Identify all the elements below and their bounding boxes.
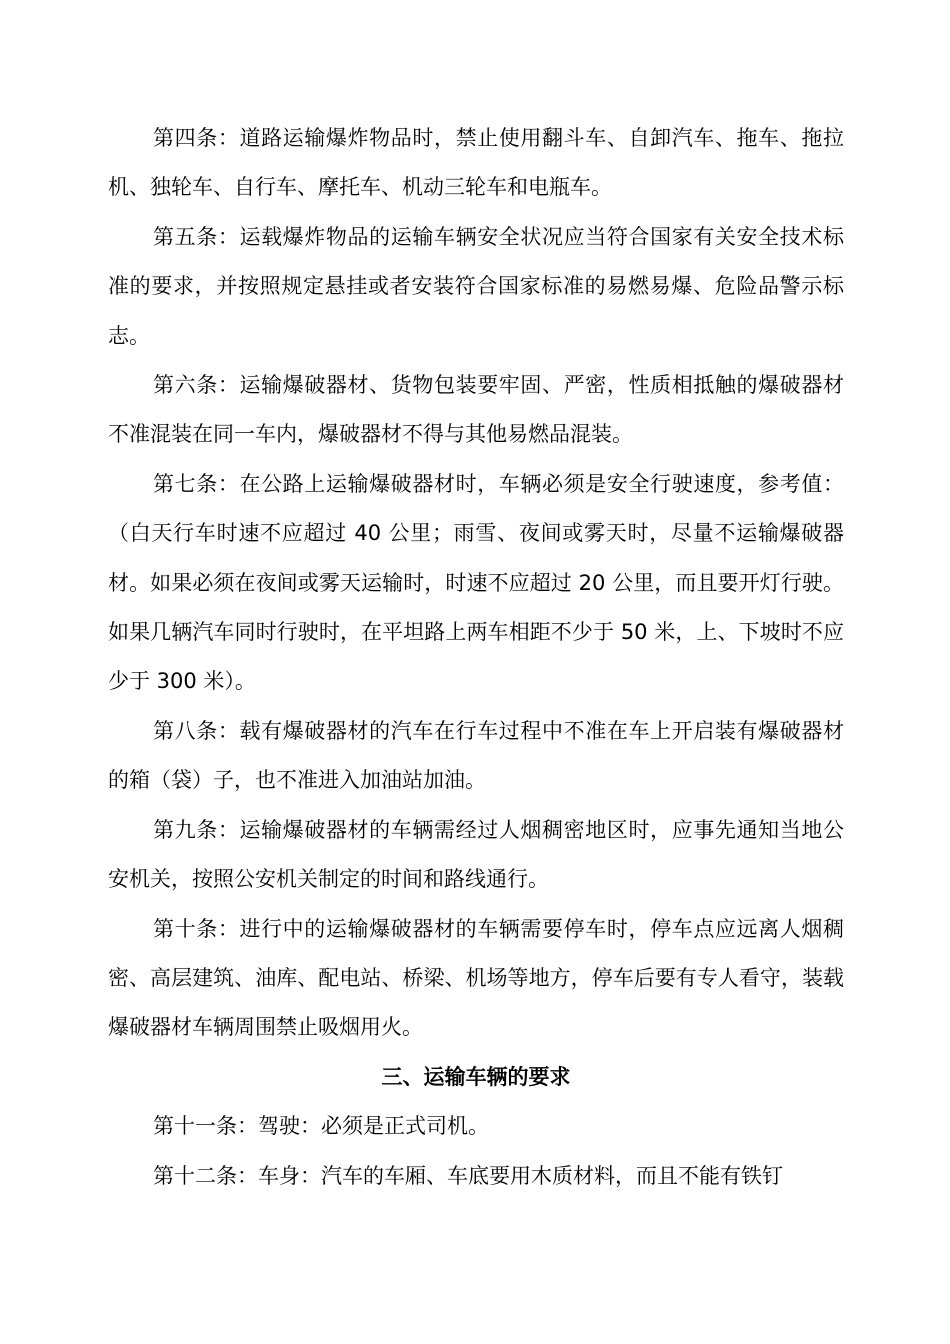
article-5: 第五条：运载爆炸物品的运输车辆安全状况应当符合国家有关安全技术标准的要求，并按照规定悬挂或者安装符合国家标准的易燃易爆、危险品警示标志。 (108, 224, 844, 348)
article-10: 第十条：进行中的运输爆破器材的车辆需要停车时，停车点应远离人烟稠密、高层建筑、油库、配电站、桥梁、机场等地方，停车后要有专人看守，装载爆破器材车辆周围禁止吸烟用火。 (108, 916, 844, 1040)
article-7: 第七条：在公路上运输爆破器材时，车辆必须是安全行驶速度，参考值：（白天行车时速不应超过 40 公里；雨雪、夜间或雾天时，尽量不运输爆破器材。如果必须在夜间或雾天运输时，时速不应超过 20 公里，而且要开灯行驶。如果几辆汽车同时行驶时，在平坦路上两车相距不少于 50 米，上、下坡时不应少于 300 米）。 (108, 471, 844, 694)
article-6: 第六条：运输爆破器材、货物包装要牢固、严密，性质相抵触的爆破器材不准混装在同一车内，爆破器材不得与其他易燃品混装。 (108, 373, 844, 447)
section-heading: 三、运输车辆的要求 (381, 1064, 571, 1089)
article-8: 第八条：载有爆破器材的汽车在行车过程中不准在车上开启装有爆破器材的箱（袋）子，也不准进入加油站加油。 (108, 718, 844, 793)
document-page (108, 114, 844, 1201)
article-9: 第九条：运输爆破器材的车辆需经过人烟稠密地区时，应事先通知当地公安机关，按照公安机关制定的时间和路线通行。 (108, 817, 844, 892)
article-11: 第十一条：驾驶：必须是正式司机。 (153, 1114, 489, 1139)
article-4: 第四条：道路运输爆炸物品时，禁止使用翻斗车、自卸汽车、拖车、拖拉机、独轮车、自行车、摩托车、机动三轮车和电瓶车。 (108, 126, 844, 200)
article-12: 第十二条：车身：汽车的车厢、车底要用木质材料，而且不能有铁钉 (153, 1163, 783, 1188)
